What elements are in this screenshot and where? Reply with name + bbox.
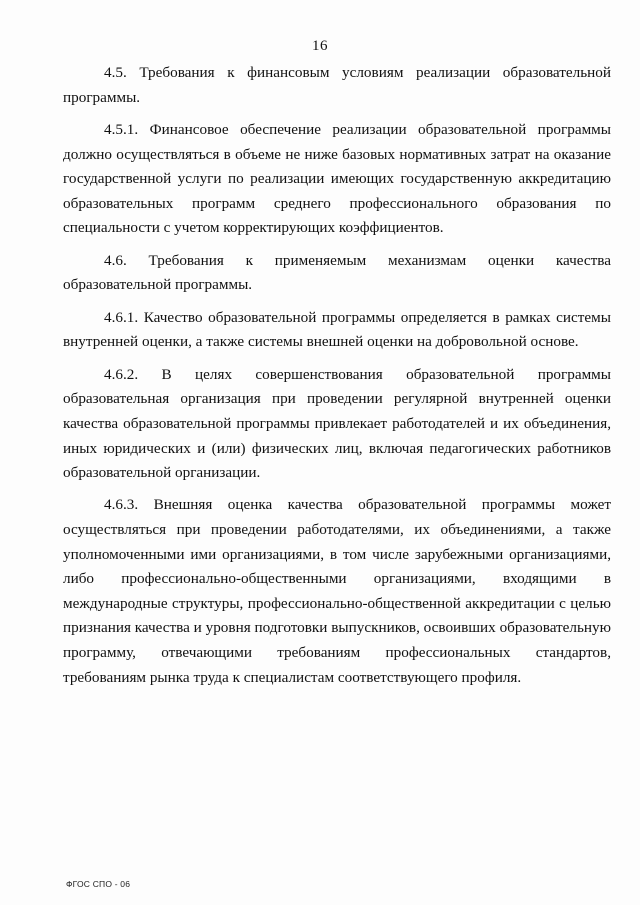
section-4-6-3-paragraph: 4.6.3. Внешняя оценка качества образовательной программы может осуществляться при проведении работодателями, их объединениями, а также уполномоченными ими организациями, в том числе зарубежными организациями, либо профессионально-общественными организациями, входящими в международные структуры, профессионально-общественной аккредитации с целью признания качества и уровня подготовки выпускников, освоивших образовательную программу, отвечающими требованиям профессиональных стандартов, требованиям рынка труда к специалистам соответствующего профиля.	[63, 496, 611, 686]
footer-document-code: ФГОС СПО - 06	[66, 879, 131, 889]
section-4-6-1-paragraph: 4.6.1. Качество образовательной программы определяется в рамках системы внутренней оценки, а также системы внешней оценки на добровольной основе.	[63, 308, 611, 351]
section-4-6-heading: 4.6. Требования к применяемым механизмам оценки качества образовательной программы.	[63, 251, 611, 294]
section-4-5-heading: 4.5. Требования к финансовым условиям реализации образовательной программы.	[63, 64, 611, 106]
section-4-6-2-paragraph: 4.6.2. В целях совершенствования образовательной программы образовательная организация при проведении регулярной внутренней оценки качества образовательной программы привлекает работодателей и их объединения, иных юридических и (или) физических лиц, включая педагогических работников образовательной организации.	[63, 365, 611, 482]
document-body	[63, 61, 611, 698]
page-number: 16	[312, 38, 328, 54]
section-4-5-1-paragraph: 4.5.1. Финансовое обеспечение реализации образовательной программы должно осуществляться в объеме не ниже базовых нормативных затрат на оказание государственной услуги по реализации имеющих государственную аккредитацию образовательных программ среднего профессионального образования по специальности с учетом корректирующих коэффициентов.	[63, 120, 611, 237]
